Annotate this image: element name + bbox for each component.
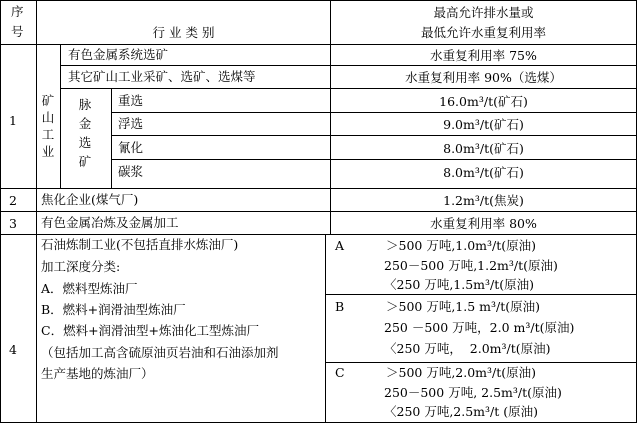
row4-group-a-line2: 250－500 万吨,1.2m³/t(原油) xyxy=(384,258,558,273)
row4-line-b xyxy=(325,362,637,363)
row3-bottom-line xyxy=(0,234,637,235)
header-category: 行 业 类 别 xyxy=(152,25,215,40)
row1-subgroup-label: 脉金选矿 xyxy=(78,97,92,169)
row1-line-e xyxy=(111,159,637,160)
row2-value: 1.2m³/t(焦炭) xyxy=(443,193,524,208)
row4-group-b-label: B xyxy=(335,299,345,314)
row4-group-b-line1: ＞500 万吨,1.5 m³/t(原油) xyxy=(386,299,541,314)
row4-group-a-line3: 〈250 万吨,1.5m³/t(原油) xyxy=(384,277,535,292)
no-column-line xyxy=(36,0,37,423)
row4-desc-line4: B．燃料+润滑油型炼油厂 xyxy=(41,302,186,317)
row1-sub3-value: 8.0m³/t(矿石) xyxy=(443,141,524,156)
row4-group-c-line2: 250－500 万吨, 2.5m³/t(原油) xyxy=(384,385,562,400)
row2-name: 焦化企业(煤气厂) xyxy=(41,192,139,207)
row2-bottom-line xyxy=(0,211,637,212)
row1-line-a xyxy=(60,65,637,66)
row4-desc-line3: A．燃料型炼油厂 xyxy=(41,281,138,296)
row1-sub1-name: 重选 xyxy=(118,93,144,108)
row2-no: 2 xyxy=(9,193,17,208)
row4-group-c-label: C xyxy=(335,365,345,380)
table-border-left xyxy=(0,0,1,423)
row1-line-c xyxy=(111,112,637,113)
row1-item1-name: 有色金属系统选矿 xyxy=(68,47,169,62)
row1-sub3-name: 氰化 xyxy=(118,140,144,155)
row4-group-a-label: A xyxy=(335,238,345,253)
row1-bottom-line xyxy=(0,188,637,189)
row4-group-b-line3: 〈250 万吨， 2.0m³/t(原油) xyxy=(384,341,551,356)
row3-name: 有色金属冶炼及金属加工 xyxy=(41,215,179,230)
row4-desc-line2: 加工深度分类: xyxy=(41,259,121,274)
header-limit-line2: 最低允许水重复利用率 xyxy=(420,25,546,40)
row4-group-b-line2: 250 －500 万吨，2.0 m³/t(原油) xyxy=(384,320,575,335)
row4-group-c-line3: 〈250 万吨,2.5m³/t (原油) xyxy=(384,404,539,419)
subgroup-column-line xyxy=(111,88,112,188)
row1-sub4-name: 碳浆 xyxy=(118,164,144,179)
row3-no: 3 xyxy=(9,216,17,231)
row1-sub2-name: 浮选 xyxy=(118,116,144,131)
row1-item2-value: 水重复利用率 90%（选煤） xyxy=(405,70,562,85)
table-border-top xyxy=(0,0,637,1)
row4-no: 4 xyxy=(9,342,17,357)
row4-desc-line1: 石油炼制工业(不包括直排水炼油厂) xyxy=(41,237,239,252)
row1-item1-value: 水重复利用率 75% xyxy=(430,48,537,63)
row4-desc-line5: C．燃料+润滑油型+炼油化工型炼油厂 xyxy=(41,323,260,338)
header-no-line2: 号 xyxy=(11,24,24,39)
row1-sub2-value: 9.0m³/t(矿石) xyxy=(443,117,524,132)
header-limit-line1: 最高允许排水量或 xyxy=(433,5,534,20)
value-column-line-lower xyxy=(325,234,326,423)
row3-value: 水重复利用率 80% xyxy=(430,216,537,231)
row1-sub4-value: 8.0m³/t(矿石) xyxy=(443,165,524,180)
row1-sub1-value: 16.0m³/t(矿石) xyxy=(439,94,528,109)
row4-group-a-line1: ＞500 万吨,1.0m³/t(原油) xyxy=(386,238,537,253)
row4-group-c-line1: ＞500 万吨,2.0m³/t(原油) xyxy=(386,365,537,380)
row1-no: 1 xyxy=(9,113,17,128)
header-no-line1: 序 xyxy=(11,4,24,19)
row1-group-label: 矿山工业 xyxy=(41,93,55,159)
row1-item2-name: 其它矿山工业采矿、选矿、选煤等 xyxy=(68,69,256,84)
row4-desc-line7: 生产基地的炼油厂） xyxy=(41,366,154,381)
header-bottom-line xyxy=(0,44,637,45)
row1-line-d xyxy=(111,135,637,136)
table-border-bottom xyxy=(0,422,637,423)
row1-line-b xyxy=(60,88,637,89)
row4-line-a xyxy=(325,294,637,295)
row4-desc-line6: （包括加工高含硫原油页岩油和石油添加剂 xyxy=(41,345,279,360)
group-column-line xyxy=(60,44,61,188)
